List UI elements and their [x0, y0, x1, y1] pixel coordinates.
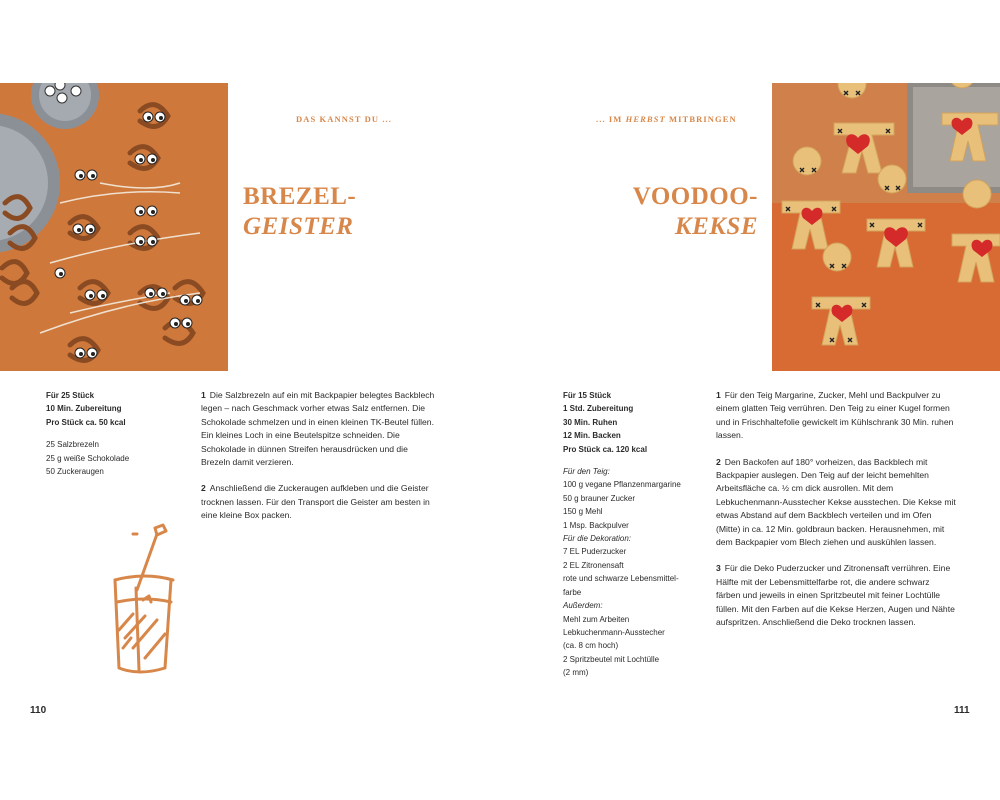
left-meta	[46, 389, 186, 478]
voodoo-cookies-photo	[772, 83, 1000, 371]
left-calories: Pro Stück ca. 50 kcal	[46, 417, 126, 427]
right-bake-time: 12 Min. Backen	[563, 431, 621, 441]
right-ingredient: 2 EL Zitronensaft	[563, 560, 624, 570]
right-prep-time: 1 Std. Zubereitung	[563, 404, 634, 414]
left-prep-time: 10 Min. Zubereitung	[46, 404, 122, 414]
right-meta	[563, 389, 703, 680]
pretzel-ghosts-photo	[0, 83, 228, 371]
right-step-1: 1 Für den Teig Margarine, Zucker, Mehl und Backpulver zu einem glatten Teig verrühren. Den Teig zu einer Kugel formen und in Frischhaltefolie gewickelt im Kühlschrank 30 Min. ruhen lassen.	[716, 390, 954, 441]
right-ingredient: (ca. 8 cm hoch)	[563, 641, 619, 651]
right-steps	[716, 389, 956, 643]
left-ingredient: 25 g weiße Schokolade	[46, 453, 130, 463]
right-ingredient: farbe	[563, 587, 582, 597]
left-recipe-title	[243, 182, 356, 242]
left-ingredient: 50 Zuckeraugen	[46, 467, 104, 477]
left-page-number: 110	[30, 705, 47, 716]
right-ingredient: rote und schwarze Lebensmittel-	[563, 574, 679, 584]
left-step-1: 1 Die Salzbrezeln auf ein mit Backpapier belegtes Backblech legen – nach Geschmack vorher etwas Salz entfernen. Die Schokolade schmelzen und in einen kleinen TK-Beutel füllen. Ein kleines Loch in eine Beutelspitze schneiden. Die Schokolade in dünnen Streifen herausdrücken und die Brezeln damit verzieren.	[201, 390, 435, 468]
left-ingredient: 25 Salzbrezeln	[46, 440, 99, 450]
right-title-line2: KEKSE	[674, 213, 758, 240]
right-ingredient: 150 g Mehl	[563, 507, 603, 517]
right-recipe-title	[600, 182, 758, 242]
right-ingredient: 1 Msp. Backpulver	[563, 520, 629, 530]
left-steps	[201, 389, 439, 536]
right-page-number: 111	[954, 705, 970, 716]
glass-with-straw-icon	[103, 520, 183, 680]
right-rest-time: 30 Min. Ruhen	[563, 417, 618, 427]
right-ingredient: Mehl zum Arbeiten	[563, 614, 630, 624]
right-ingredient-heading: Für den Teig:	[563, 467, 610, 477]
right-ingredient: (2 mm)	[563, 668, 589, 678]
right-ingredient: Lebkuchenmann-Ausstecher	[563, 627, 665, 637]
right-ingredient: 100 g vegane Pflanzenmargarine	[563, 480, 681, 490]
left-title-line2: GEISTER	[243, 213, 354, 240]
right-servings: Für 15 Stück	[563, 391, 612, 400]
right-kicker: ... IM HERBST MITBRINGEN	[596, 114, 737, 124]
left-kicker: DAS KANNST DU ...	[296, 114, 393, 124]
left-servings: Für 25 Stück	[46, 391, 95, 400]
right-ingredient-heading: Für die Dekoration:	[563, 534, 632, 544]
right-ingredient-heading: Außerdem:	[563, 601, 603, 611]
right-ingredient: 50 g brauner Zucker	[563, 493, 636, 503]
right-calories: Pro Stück ca. 120 kcal	[563, 444, 648, 454]
right-title-line1: VOODOO-	[632, 183, 758, 210]
left-step-2: 2 Anschließend die Zuckeraugen aufkleben und die Geister trocknen lassen. Für den Transport die Geister am besten in eine kleine Box packen.	[201, 483, 430, 521]
right-step-3: 3 Für die Deko Puderzucker und Zitronensaft verrühren. Eine Hälfte mit der Lebensmittelfarbe rot, die andere schwarz färben und jeweils in einen Spritzbeutel mit feiner Lochtülle füllen. Mit den Farben auf die Kekse Herzen, Augen und Nähte aufspritzen. Anschließend die Deko trocknen lassen.	[716, 563, 955, 628]
left-title-line1: BREZEL-	[243, 183, 357, 210]
right-ingredient: 2 Spritzbeutel mit Lochtülle	[563, 654, 660, 664]
right-ingredient: 7 EL Puderzucker	[563, 547, 627, 557]
right-step-2: 2 Den Backofen auf 180° vorheizen, das Backblech mit Backpapier auslegen. Den Teig auf der leicht bemehlten Arbeitsfläche ca. ½ cm dick ausrollen. Mit dem Lebkuchenmann-Ausstecher Kekse ausstechen. Die Kekse mit etwas Abstand auf dem Backblech verteilen und im Ofen (Mitte) in ca. 12 Min. goldbraun backen. Herausnehmen, mit dem Backpapier vom Blech ziehen und auskühlen lassen.	[716, 456, 956, 548]
